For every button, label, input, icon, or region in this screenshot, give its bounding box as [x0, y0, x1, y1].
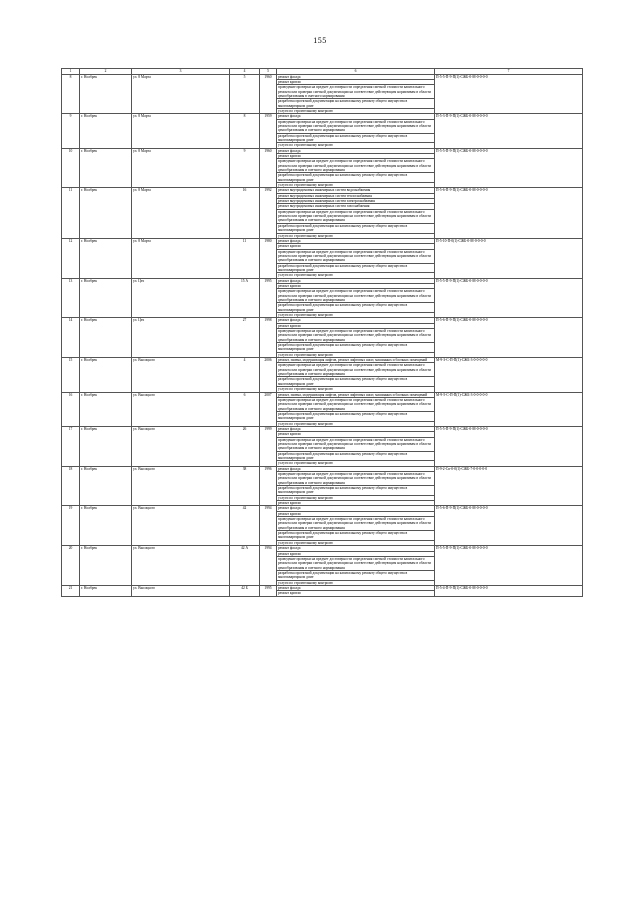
street-cell: ул. Высоцкого — [132, 426, 230, 466]
header-cell: 1 — [62, 69, 80, 75]
year-cell: 1995 — [260, 585, 277, 596]
table-row — [62, 188, 583, 193]
work-type-cell: услуги по строительному контролю — [277, 273, 435, 278]
house-cell: 42 — [230, 506, 260, 546]
work-type-cell: ремонт кровли — [277, 323, 435, 328]
row-number-cell: 12 — [62, 238, 80, 278]
work-type-cell: услуги по строительному контролю — [277, 183, 435, 188]
row-number-cell: 19 — [62, 506, 80, 546]
street-cell: ул. 8 Марта — [132, 114, 230, 148]
work-type-cell: ремонт кровли — [277, 244, 435, 249]
work-type-cell: разработка проектной документации на капитальному ремонту общего имущества в многоквартирном доме — [277, 377, 435, 387]
year-cell: 1998 — [260, 318, 277, 358]
work-type-cell: разработка проектной документации на капитальному ремонту общего имущества в многоквартирном доме — [277, 486, 435, 496]
work-type-cell: ремонт внутридомовых инженерных систем теплоснабжения — [277, 193, 435, 198]
work-type-cell: разработка проектной документации на капитальному ремонту общего имущества в многоквартирном доме — [277, 133, 435, 143]
header-cell: 2 — [80, 69, 132, 75]
work-type-cell: проведение проверки на предмет достоверности определения сметной стоимости капитального ремонта или проверки сметной документации на соответствие действующим нормативам в области ценообразования и сметного нормирования — [277, 363, 435, 377]
work-type-cell: проведение проверки на предмет достоверности определения сметной стоимости капитального ремонта или проверки сметной документации на соответствие действующим нормативам в области ценообразования и сметного нормирования — [277, 289, 435, 303]
city-cell: г. Нолбрек — [80, 506, 132, 546]
work-type-cell: ремонт фасада — [277, 114, 435, 119]
work-type-cell: разработка проектной документации на капитальному ремонту общего имущества в многоквартирном доме — [277, 531, 435, 541]
work-type-cell: разработка проектной документации на капитальному ремонту общего имущества в многоквартирном доме — [277, 223, 435, 233]
row-number-cell: 11 — [62, 188, 80, 238]
row-number-cell: 18 — [62, 466, 80, 506]
work-type-cell: ремонт кровли — [277, 432, 435, 437]
work-type-cell: ремонт фасада — [277, 506, 435, 511]
work-type-cell: услуги по строительному контролю — [277, 495, 435, 500]
work-type-cell: разработка проектной документации на капитальному ремонту общего имущества в многоквартирном доме — [277, 570, 435, 580]
year-cell: 1994 — [260, 506, 277, 546]
row-number-cell: 13 — [62, 278, 80, 318]
street-cell: ул. 8 Марта — [132, 188, 230, 238]
house-cell: 5 — [230, 74, 260, 114]
street-cell: ул. Высоцкого — [132, 506, 230, 546]
year-cell: 1992 — [260, 188, 277, 238]
work-type-cell: услуги по строительному контролю — [277, 580, 435, 585]
work-type-cell: ремонт кровли — [277, 591, 435, 596]
year-cell: 1960 — [260, 74, 277, 114]
code-cell: П-5-6-П-9-П(1)-СЖБ-0-М-0-0-0-0 — [435, 318, 583, 358]
work-type-cell: ремонт кровли — [277, 511, 435, 516]
house-cell: 16 — [230, 188, 260, 238]
row-number-cell: 21 — [62, 585, 80, 596]
work-type-cell: услуги по строительному контролю — [277, 108, 435, 113]
work-type-cell: проведение проверки на предмет достоверности определения сметной стоимости капитального ремонта или проверки сметной документации на соответствие действующим нормативам в области ценообразования и сметного нормирования — [277, 397, 435, 411]
row-number-cell: 16 — [62, 392, 80, 426]
city-cell: г. Нолбрек — [80, 74, 132, 114]
work-type-cell: проведение проверки на предмет достоверности определения сметной стоимости капитального ремонта или проверки сметной документации на соответствие действующим нормативам в области ценообразования и сметного нормирования — [277, 517, 435, 531]
code-cell: П-5-5-П-9-П(1)-СЖБ-0-М-0-0-0-0 — [435, 74, 583, 114]
year-cell: 1995 — [260, 278, 277, 318]
row-number-cell: 9 — [62, 114, 80, 148]
work-type-cell: услуги по строительному контролю — [277, 387, 435, 392]
code-cell: П-5-5-П-9-П(1)-СЖБ-0-М-0-0-0-0 — [435, 278, 583, 318]
header-cell: 7 — [435, 69, 583, 75]
work-type-cell: ремонт кровли — [277, 79, 435, 84]
work-type-cell: проведение проверки на предмет достоверности определения сметной стоимости капитального ремонта или проверки сметной документации на соответствие действующим нормативам в области ценообразования и сметного нормирования — [277, 329, 435, 343]
city-cell: г. Нолбрек — [80, 188, 132, 238]
city-cell: г. Нолбрек — [80, 114, 132, 148]
house-cell: 26 — [230, 426, 260, 466]
year-cell: 2007 — [260, 392, 277, 426]
work-type-cell: разработка проектной документации на капитальному ремонту общего имущества в многоквартирном доме — [277, 173, 435, 183]
city-cell: г. Нолбрек — [80, 358, 132, 392]
year-cell: 1999 — [260, 426, 277, 466]
work-type-cell: ремонт кровли — [277, 283, 435, 288]
work-type-cell: разработка проектной документации на капитальному ремонту общего имущества в многоквартирном доме — [277, 451, 435, 461]
code-cell: П-5-4-П-9-П(1)-СЖБ-0-М-0-0-0-0 — [435, 585, 583, 596]
code-cell: М-9-5-С-П-П(1)-СЖБ-3-0-0-0-0-0 — [435, 392, 583, 426]
house-cell: 42 А — [230, 546, 260, 586]
year-cell: 1959 — [260, 114, 277, 148]
work-type-cell: ремонт, замена, модернизация лифтов, ремонт лифтовых шахт, машинных и блочных помещений — [277, 358, 435, 363]
code-cell: П-5-5-П-9-П(1)-СЖБ-0-М-0-0-0-0 — [435, 546, 583, 586]
work-type-cell: ремонт внутридомовых инженерных систем электроснабжения — [277, 199, 435, 204]
header-cell: 3 — [132, 69, 230, 75]
row-number-cell: 20 — [62, 546, 80, 586]
work-type-cell: проведение проверки на предмет достоверности определения сметной стоимости капитального ремонта или проверки сметной документации на соответствие действующим нормативам в области ценообразования и сметного нормирования — [277, 119, 435, 133]
work-type-cell: ремонт фасада — [277, 278, 435, 283]
work-type-cell: ремонт кровли — [277, 501, 435, 506]
work-type-cell: ремонт кровли — [277, 551, 435, 556]
street-cell: ул. Цех — [132, 318, 230, 358]
work-type-cell: услуги по строительному контролю — [277, 421, 435, 426]
work-type-cell: проведение проверки на предмет достоверности определения сметной стоимости капитального ремонта или проверки сметной документации на соответствие действующим нормативам в области ценообразования и сметного нормирования — [277, 159, 435, 173]
street-cell: ул. Цех — [132, 278, 230, 318]
work-type-cell: услуги по строительному контролю — [277, 352, 435, 357]
work-type-cell: ремонт фасада — [277, 238, 435, 243]
work-type-cell: услуги по строительному контролю — [277, 233, 435, 238]
house-cell: 11 — [230, 238, 260, 278]
work-type-cell: ремонт кровли — [277, 154, 435, 159]
year-cell: 1980 — [260, 238, 277, 278]
work-type-cell: разработка проектной документации на капитальному ремонту общего имущества в многоквартирном доме — [277, 303, 435, 313]
work-type-cell: ремонт фасада — [277, 466, 435, 471]
city-cell: г. Нолбрек — [80, 546, 132, 586]
street-cell: ул. Высоцкого — [132, 466, 230, 506]
header-cell: 6 — [277, 69, 435, 75]
work-type-cell: проведение проверки на предмет достоверности определения сметной стоимости капитального ремонта или проверки сметной документации на соответствие действующим нормативам в области ценообразования и сметного нормирования — [277, 209, 435, 223]
code-cell: М-9-3-С-П-П(1)-СЖБ-3-0-0-0-0-0 — [435, 358, 583, 392]
code-cell: П-5-5-П-9-П(1)-СЖБ-0-М-0-0-0-0 — [435, 426, 583, 466]
house-cell: 15 А — [230, 278, 260, 318]
work-type-cell: услуги по строительному контролю — [277, 143, 435, 148]
work-type-cell: услуги по строительному контролю — [277, 540, 435, 545]
work-type-cell: проведение проверки на предмет достоверности определения сметной стоимости капитального ремонта или проверки сметной документации на соответствие действующим нормативам в области ценообразования в сметного нормирования — [277, 85, 435, 99]
street-cell: ул. 8 Марта — [132, 74, 230, 114]
street-cell: ул. 8 Марта — [132, 238, 230, 278]
work-type-cell: ремонт фасада — [277, 546, 435, 551]
code-cell: П-5-6-П-9-П(1)-СЖБ-0-М-0-0-0-0 — [435, 188, 583, 238]
work-type-cell: разработка проектной документации на капитальному ремонту общего имущества в многоквартирном доме — [277, 343, 435, 353]
page-number: 155 — [313, 36, 327, 45]
repair-register-table — [61, 68, 583, 597]
work-type-cell: проведение проверки на предмет достоверности определения сметной стоимости капитального ремонта или проверки сметной документации на соответствие действующим нормативам в области ценообразования и сметного нормирования — [277, 249, 435, 263]
city-cell: г. Нолбрек — [80, 585, 132, 596]
work-type-cell: ремонт фасада — [277, 585, 435, 590]
code-cell: П-5-3-П-9-П(1)-СЖБ-0-М-0-0-0-0 — [435, 114, 583, 148]
work-type-cell: ремонт, замена, модернизация лифтов, ремонт лифтовых шахт, машинных и блочных помещений — [277, 392, 435, 397]
row-number-cell: 17 — [62, 426, 80, 466]
work-type-cell: услуги по строительному контролю — [277, 313, 435, 318]
house-cell: 42 Б — [230, 585, 260, 596]
year-cell: 1996 — [260, 466, 277, 506]
street-cell: ул. Высоцкого — [132, 585, 230, 596]
house-cell: 27 — [230, 318, 260, 358]
row-number-cell: 8 — [62, 74, 80, 114]
work-type-cell: ремонт внутридомовых инженерных систем газоснабжения — [277, 204, 435, 209]
work-type-cell: разработка проектной документации на капитальному ремонту общего имущества в многоквартирном доме — [277, 411, 435, 421]
city-cell: г. Нолбрек — [80, 238, 132, 278]
code-cell: П-5-5-П-9-П(1)-СЖБ-0-М-0-0-0-0 — [435, 148, 583, 188]
work-type-cell: проведение проверки на предмет достоверности определения сметной стоимости капитального ремонта или проверки сметной документации на соответствие действующим нормативам в области ценообразования и сметного нормирования — [277, 472, 435, 486]
work-type-cell: ремонт фасада — [277, 148, 435, 153]
work-type-cell: разработка проектной документации на капитальному ремонту общего имущества в многоквартирном доме — [277, 99, 435, 109]
house-cell: 6 — [230, 392, 260, 426]
code-cell: П-5-10-П-0(1)-СЖБ-0-М-0-0-0-0 — [435, 238, 583, 278]
city-cell: г. Нолбрек — [80, 318, 132, 358]
row-number-cell: 10 — [62, 148, 80, 188]
house-cell: 9 — [230, 148, 260, 188]
row-number-cell: 15 — [62, 358, 80, 392]
house-cell: 8 — [230, 114, 260, 148]
table-row — [62, 358, 583, 363]
city-cell: г. Нолбрек — [80, 278, 132, 318]
year-cell: 1994 — [260, 546, 277, 586]
work-type-cell: ремонт фасада — [277, 74, 435, 79]
street-cell: ул. 8 Марта — [132, 148, 230, 188]
work-type-cell: ремонт фасада — [277, 426, 435, 431]
header-cell: 5 — [260, 69, 277, 75]
code-cell: П-9-2-Сп-0-0(1)-СЖБ-7-0-0-0-0-0 — [435, 466, 583, 506]
city-cell: г. Нолбрек — [80, 148, 132, 188]
work-type-cell: проведение проверки на предмет достоверности определения сметной стоимости капитального ремонта или проверки сметной документации на соответствие действующим нормативам в области ценообразования и сметного нормирования — [277, 556, 435, 570]
house-cell: 4 — [230, 358, 260, 392]
street-cell: ул. Высоцкого — [132, 546, 230, 586]
row-number-cell: 14 — [62, 318, 80, 358]
work-type-cell: услуги по строительному контролю — [277, 461, 435, 466]
street-cell: ул. Высоцкого — [132, 358, 230, 392]
header-cell: 4 — [230, 69, 260, 75]
code-cell: П-5-6-П-9-П(1)-СЖБ-0-М-0-0-0-0 — [435, 506, 583, 546]
work-type-cell: разработка проектной документации на капитальному ремонту общего имущества в многоквартирном доме — [277, 263, 435, 273]
table-row — [62, 392, 583, 397]
table-body — [62, 69, 583, 597]
work-type-cell: ремонт фасада — [277, 318, 435, 323]
year-cell: 2006 — [260, 358, 277, 392]
house-cell: 38 — [230, 466, 260, 506]
city-cell: г. Нолбрек — [80, 426, 132, 466]
city-cell: г. Нолбрек — [80, 392, 132, 426]
work-type-cell: ремонт внутридомовых инженерных систем водоснабжения — [277, 188, 435, 193]
work-type-cell: проведение проверки на предмет достоверности определения сметной стоимости капитального ремонта или проверки сметной документации на соответствие действующим нормативам в области ценообразования и сметного нормирования — [277, 437, 435, 451]
city-cell: г. Нолбрек — [80, 466, 132, 506]
street-cell: ул. Высоцкого — [132, 392, 230, 426]
year-cell: 1960 — [260, 148, 277, 188]
